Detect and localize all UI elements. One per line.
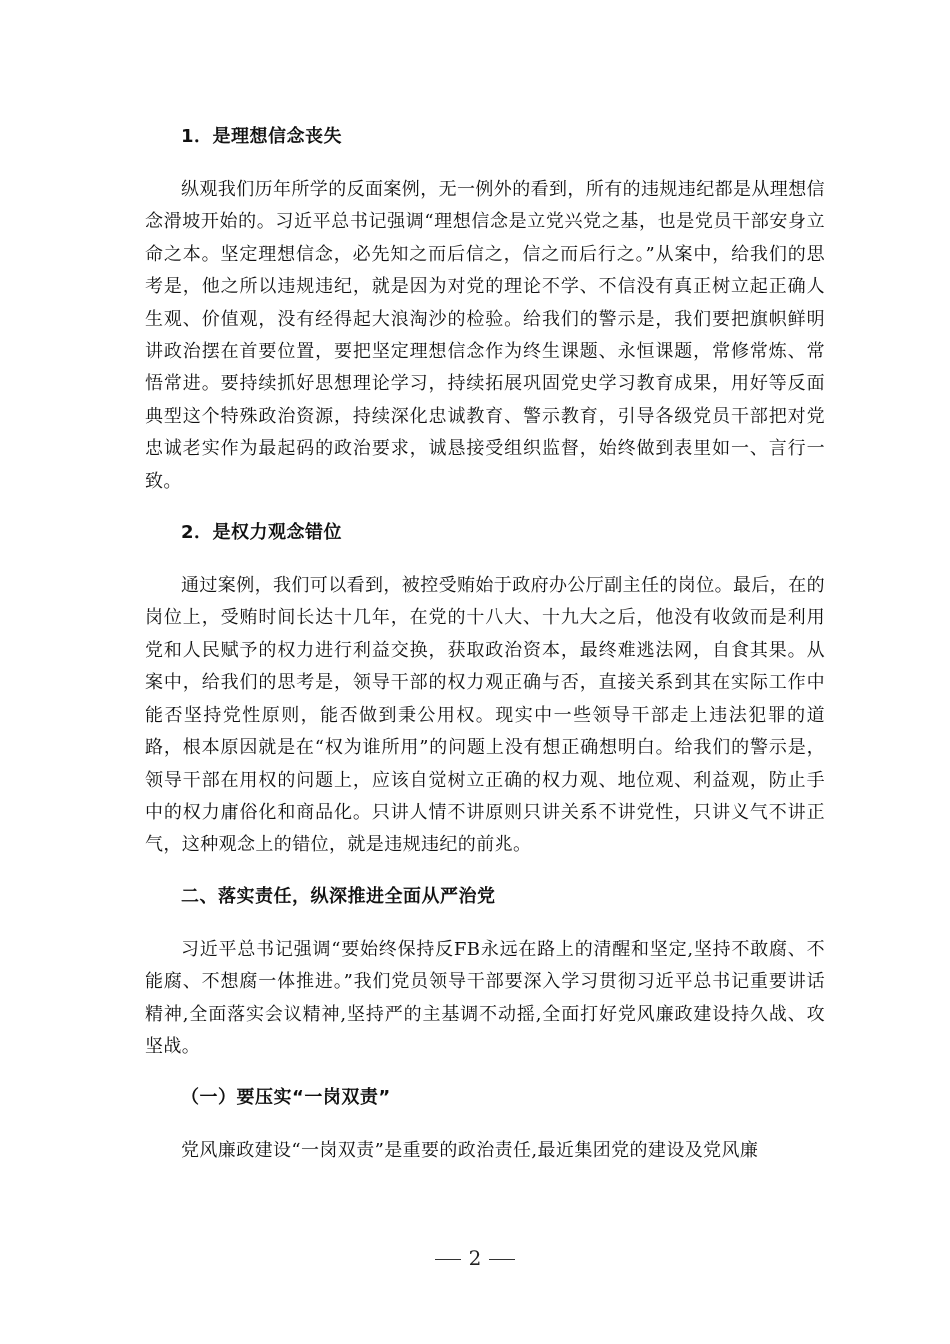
body-paragraph: 通过案例，我们可以看到，被控受贿始于政府办公厅副主任的岗位。最后，在的岗位上，受贿时间长达十几年，在党的十八大、十九大之后，他没有收敛而是利用党和人民赋予的权力进行利益交换，获取政治资本，最终难逃法网，自食其果。从案中，给我们的思考是，领导干部的权力观正确与否，直接关系到其在实际工作中能否坚持党性原则，能否做到秉公用权。现实中一些领导干部走上违法犯罪的道路，根本原因就是在“权为谁所用”的问题上没有想正确想明白。给我们的警示是，领导干部在用权的问题上，应该自觉树立正确的权力观、地位观、利益观，防止手中的权力庸俗化和商品化。只讲人情不讲原则只讲关系不讲党性，只讲义气不讲正气，这种观念上的错位，就是违规违纪的前兆。 xyxy=(145,575,825,856)
section-2 xyxy=(145,516,825,862)
footer-dash-left xyxy=(435,1259,461,1260)
section-heading: 2．是权力观念错位 xyxy=(181,522,343,544)
section-4 xyxy=(145,1081,825,1167)
section-1 xyxy=(145,120,825,498)
page-footer xyxy=(0,1246,950,1270)
page-number: 2 xyxy=(468,1246,482,1270)
body-paragraph: 习近平总书记强调“要始终保持反FB永远在路上的清醒和坚定,坚持不敢腐、不能腐、不想腐一体推进。”我们党员领导干部要深入学习贯彻习近平总书记重要讲话精神,全面落实会议精神,坚持严的主基调不动摇,全面打好党风廉政建设持久战、攻坚战。 xyxy=(145,938,825,1057)
body-paragraph: 纵观我们历年所学的反面案例，无一例外的看到，所有的违规违纪都是从理想信念滑坡开始的。习近平总书记强调“理想信念是立党兴党之基，也是党员干部安身立命之本。坚定理想信念，必先知之而后信之，信之而后行之。”从案中，给我们的思考是，他之所以违规违纪，就是因为对党的理论不学、不信没有真正树立起正确人生观、价值观，没有经得起大浪淘沙的检验。给我们的警示是，我们要把旗帜鲜明讲政治摆在首要位置，要把坚定理想信念作为终生课题、永恒课题，常修常炼、常悟常进。要持续抓好思想理论学习，持续拓展巩固党史学习教育成果，用好等反面典型这个特殊政治资源，持续深化忠诚教育、警示教育，引导各级党员干部把对党忠诚老实作为最起码的政治要求，诚恳接受组织监督，始终做到表里如一、言行一致。 xyxy=(145,179,825,492)
section-heading: （一）要压实“一岗双责” xyxy=(181,1087,391,1109)
section-3 xyxy=(145,880,825,1064)
footer-dash-right xyxy=(489,1259,515,1260)
section-heading: 二、落实责任，纵深推进全面从严治党 xyxy=(181,885,496,907)
section-heading: 1．是理想信念丧失 xyxy=(181,126,343,147)
document-body xyxy=(145,120,825,1186)
body-paragraph: 党风廉政建设“一岗双责”是重要的政治责任,最近集团党的建设及党风廉 xyxy=(181,1140,759,1162)
